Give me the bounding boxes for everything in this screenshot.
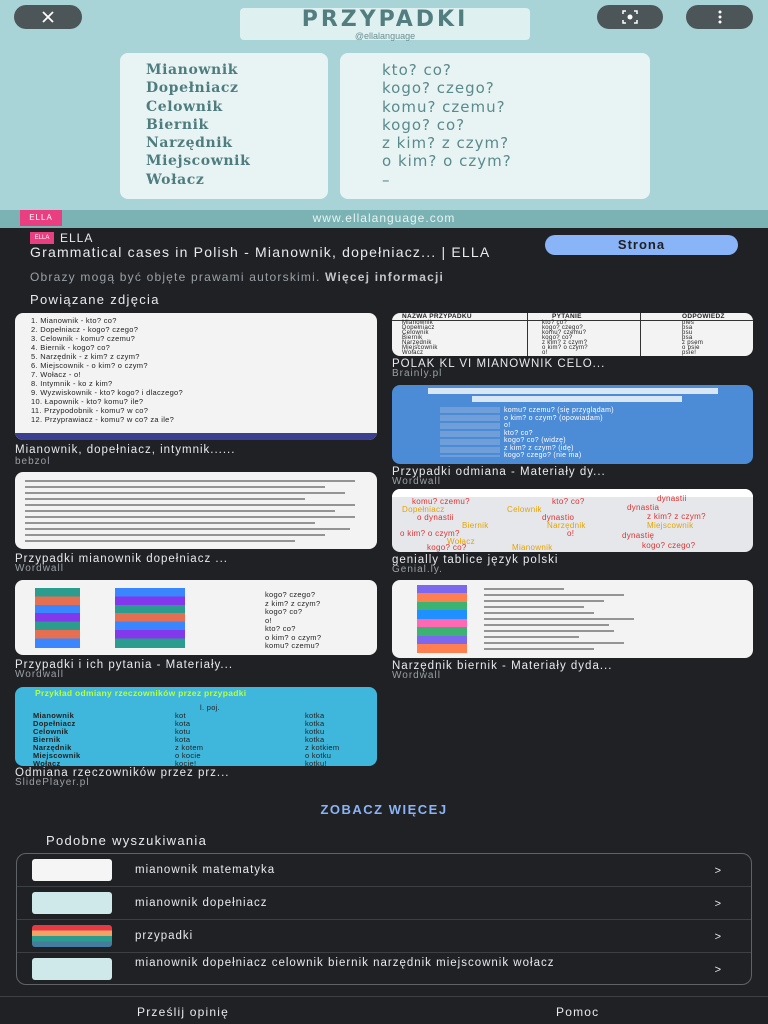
thumb-text: kto? co?: [542, 320, 568, 326]
similar-heading: Podobne wyszukiwania: [46, 833, 208, 848]
similar-item[interactable]: [17, 920, 752, 953]
related-caption[interactable]: Narzędnik biernik - Materiały dyda...: [392, 660, 613, 672]
thumb-text: 4. Biernik - kogo? co?: [31, 343, 111, 352]
thumb-text: psa: [682, 325, 693, 331]
similar-searches-list: [16, 853, 752, 985]
thumb-text: kotku: [305, 727, 325, 736]
related-source: bebzol: [15, 456, 51, 467]
thumb-text: kocie!: [175, 759, 197, 766]
thumb-text: o kotku: [305, 751, 332, 760]
related-caption[interactable]: Odmiana rzeczowników przez prz...: [15, 767, 230, 779]
image-url: www.ellalanguage.com: [312, 211, 456, 225]
thumb-text: o kim? o czym? (opowiadam): [504, 414, 603, 422]
related-thumb[interactable]: [15, 472, 377, 549]
thumb-text: kotku!: [305, 759, 327, 766]
thumb-text: 9. Wyzwiskownik - kto? kogo? i dlaczego?: [31, 388, 183, 397]
source-row[interactable]: [30, 231, 93, 245]
thumb-text: psa: [682, 335, 693, 341]
thumb-text: dynastię: [622, 531, 655, 540]
related-thumb[interactable]: [392, 385, 753, 464]
case-name: Celownik: [146, 98, 223, 115]
thumb-text: dynastii: [657, 494, 687, 503]
thumb-text: kota: [175, 735, 191, 744]
lens-scan-icon: [622, 10, 638, 24]
thumb-text: komu? czemu?: [412, 497, 470, 506]
related-source: Wordwall: [392, 476, 441, 487]
lens-button[interactable]: [597, 5, 663, 29]
thumb-text: 2. Dopełniacz - kogo? czego?: [31, 325, 139, 334]
case-question: kto? co?: [382, 61, 452, 79]
thumb-text: Narzędnik: [33, 743, 72, 752]
result-title[interactable]: Grammatical cases in Polish - Mianownik, dopełniacz... | ELLA: [30, 244, 491, 260]
related-heading: Powiązane zdjęcia: [30, 292, 160, 307]
thumb-text: komu? czemu?: [265, 641, 320, 650]
thumb-text: Biernik: [462, 521, 489, 530]
copyright-text: Obrazy mogą być objęte prawami autorskimi.: [30, 270, 321, 284]
thumb-text: Mianownik: [402, 320, 434, 326]
copyright-notice: [30, 270, 444, 284]
thumb-text: kot: [175, 711, 186, 720]
similar-label: przypadki: [135, 930, 194, 942]
similar-thumb: [32, 859, 112, 881]
thumb-text: komu? czemu?: [542, 330, 587, 336]
case-question: kogo? co?: [382, 115, 466, 134]
thumb-text: Wołacz: [447, 537, 475, 546]
more-vert-icon: [718, 10, 722, 24]
case-question: z kim? z czym?: [382, 134, 510, 153]
case-name: Miejscownik: [146, 153, 251, 170]
more-info-link[interactable]: Więcej informacji: [325, 270, 445, 284]
similar-thumb: [32, 925, 112, 947]
more-options-button[interactable]: [686, 5, 753, 29]
thumb-text: o dynastii: [417, 513, 454, 522]
close-button[interactable]: [14, 5, 82, 29]
case-name: Narzędnik: [146, 135, 233, 152]
thumb-text: o!: [504, 422, 511, 429]
related-source: Wordwall: [15, 563, 64, 574]
chevron-right-icon: >: [714, 964, 721, 976]
thumb-text: psie!: [682, 350, 697, 356]
source-name: ELLA: [60, 231, 94, 245]
related-thumb[interactable]: [15, 580, 377, 655]
similar-item[interactable]: [17, 953, 752, 985]
related-caption[interactable]: POLAK KL VI MIANOWNIK CELO...: [392, 358, 606, 370]
thumb-text: kogo? co?: [265, 607, 303, 616]
thumb-text: o!: [265, 615, 272, 625]
thumb-text: 10. Łapownik - kto? komu? ile?: [31, 397, 144, 406]
thumb-text: Wołacz: [402, 350, 424, 356]
related-source: SlidePlayer.pl: [15, 777, 90, 788]
thumb-text: kotka: [305, 719, 325, 728]
image-title: PRZYPADKI: [301, 7, 469, 32]
source-favicon: ELLA: [30, 232, 54, 244]
case-name: Wołacz: [146, 171, 205, 188]
thumb-text: kogo? czego? (nie ma): [504, 452, 582, 459]
case-name: Biernik: [146, 116, 209, 133]
similar-label: mianownik dopełniacz: [135, 897, 268, 909]
thumb-text: 5. Narzędnik - z kim? z czym?: [31, 352, 140, 361]
help-link[interactable]: Pomoc: [556, 1005, 600, 1019]
thumb-text: Przykład odmiany rzeczowników przez przypadki: [35, 688, 247, 698]
thumb-text: kotu: [175, 727, 191, 736]
thumb-text: Celownik: [402, 330, 429, 336]
thumb-text: kogo? czego?: [265, 590, 316, 599]
thumb-text: z kotkiem: [305, 743, 340, 752]
thumb-text: o kim? o czym?: [542, 345, 588, 351]
thumb-text: Wołacz: [33, 759, 61, 766]
thumb-text: Biernik: [402, 335, 423, 341]
thumb-text: z kim? z czym?: [647, 512, 706, 521]
thumb-text: 6. Miejscownik - o kim? o czym?: [31, 361, 148, 370]
thumb-text: dynastia: [627, 503, 660, 512]
related-caption[interactable]: Przypadki i ich pytania - Materiały...: [15, 659, 234, 671]
case-name: Mianownik: [146, 62, 239, 78]
thumb-text: 11. Przypodobnik - komu? w co?: [31, 406, 149, 415]
case-name: Dopełniacz: [146, 80, 239, 97]
ella-logo: ELLA: [20, 210, 62, 226]
chevron-right-icon: >: [714, 931, 721, 943]
thumb-text: Dopełniacz: [402, 325, 435, 331]
related-thumb[interactable]: [392, 580, 753, 658]
close-icon: [41, 10, 55, 24]
similar-label: mianownik dopełniacz celownik biernik narzędnik miejscownik wołacz: [135, 957, 555, 969]
thumb-text: kto? co?: [504, 429, 533, 437]
questions-card: [340, 53, 650, 199]
chevron-right-icon: >: [714, 865, 721, 877]
thumb-text: o!: [567, 529, 575, 538]
thumb-text: dynastio: [542, 513, 575, 522]
similar-label: mianownik matematyka: [135, 864, 276, 876]
thumb-text: 12. Przyprawiacz - komu? w co? za ile?: [31, 415, 175, 424]
thumb-text: kogo? czego?: [642, 541, 696, 550]
thumb-text: z kim? z czym?: [265, 598, 321, 608]
related-source: Wordwall: [392, 670, 441, 681]
thumb-text: kogo? co?: [427, 543, 467, 552]
chevron-right-icon: >: [714, 898, 721, 910]
thumb-text: z kim? z czym? (idę): [504, 444, 574, 452]
related-caption[interactable]: Przypadki mianownik dopełniacz ...: [15, 553, 228, 565]
thumb-text: Narzędnik: [402, 340, 432, 346]
related-caption[interactable]: Mianownik, dopełniacz, intymnik......: [15, 444, 236, 456]
thumb-text: 1. Mianownik - kto? co?: [31, 316, 117, 325]
related-source: Wordwall: [15, 669, 64, 680]
related-source: Genial.ly.: [392, 564, 443, 575]
thumb-text: z psem: [682, 340, 704, 346]
cases-card: [120, 53, 328, 199]
thumb-text: Narzędnik: [547, 521, 586, 530]
thumb-text: kotka: [305, 711, 325, 720]
thumb-text: Dopełniacz: [33, 719, 76, 728]
thumb-text: l. poj.: [200, 703, 221, 712]
thumb-text: Miejscownik: [33, 751, 81, 760]
related-thumb[interactable]: [15, 313, 377, 440]
thumb-text: Dopełniacz: [402, 505, 445, 514]
thumb-text: kogo? co?: [542, 335, 573, 341]
thumb-text: psu: [682, 330, 693, 336]
thumb-text: o kim? o czym?: [400, 529, 460, 538]
see-more-link[interactable]: ZOBACZ WIĘCEJ: [320, 802, 448, 817]
thumb-text: Mianownik: [512, 543, 553, 552]
thumb-text: kotka: [305, 735, 325, 744]
similar-item[interactable]: [17, 854, 752, 887]
thumb-text: o kim? o czym?: [265, 632, 322, 642]
related-caption[interactable]: genially tablice język polski: [392, 554, 559, 566]
thumb-text: Miejscownik: [647, 521, 694, 530]
thumb-text: komu? czemu? (się przyglądam): [504, 407, 614, 414]
main-image[interactable]: [0, 0, 768, 228]
case-question: komu? czemu?: [382, 97, 506, 116]
visit-page-button[interactable]: Strona: [545, 235, 738, 255]
similar-item[interactable]: [17, 887, 752, 920]
thumb-text: ODPOWIEDŹ: [682, 313, 725, 320]
thumb-text: kto? co?: [265, 624, 296, 633]
related-caption[interactable]: Przypadki odmiana - Materiały dy...: [392, 466, 606, 478]
thumb-text: kogo? czego?: [542, 325, 583, 331]
thumb-text: o kocie: [175, 751, 201, 760]
page-footer: [0, 996, 768, 1024]
thumb-text: kto? co?: [552, 497, 585, 506]
image-handle: @ellalanguage: [354, 31, 416, 41]
related-thumb[interactable]: [15, 687, 377, 766]
thumb-text: Celownik: [33, 727, 69, 736]
similar-thumb: [32, 892, 112, 914]
related-thumb[interactable]: [392, 489, 753, 552]
thumb-text: Celownik: [507, 505, 542, 514]
case-question: o kim? o czym?: [382, 152, 512, 171]
related-thumb[interactable]: [392, 313, 753, 356]
thumb-text: 7. Wołacz - o!: [31, 370, 81, 379]
case-question: kogo? czego?: [382, 79, 495, 98]
image-title-box: [240, 8, 530, 40]
thumb-text: 3. Celownik - komu? czemu?: [31, 334, 136, 343]
thumb-text: PYTANIE: [552, 313, 582, 320]
thumb-text: o!: [542, 350, 548, 356]
thumb-text: Miejscownik: [402, 345, 438, 351]
thumb-text: Mianownik: [33, 711, 75, 720]
case-question: –: [382, 170, 391, 189]
thumb-text: pies: [682, 320, 695, 326]
thumb-text: kogo? co? (widzę): [504, 437, 566, 444]
related-source: Brainly.pl: [392, 368, 443, 379]
feedback-link[interactable]: Prześlij opinię: [137, 1005, 230, 1019]
thumb-text: kota: [175, 719, 191, 728]
thumb-text: NAZWA PRZYPADKU: [402, 313, 472, 320]
thumb-text: z kotem: [175, 743, 204, 752]
similar-thumb: [32, 958, 112, 980]
thumb-text: o psie: [682, 345, 700, 351]
thumb-text: z kim? z czym?: [542, 340, 588, 346]
thumb-text: Biernik: [33, 735, 61, 744]
thumb-text: 8. Intymnik - ko z kim?: [31, 379, 113, 388]
